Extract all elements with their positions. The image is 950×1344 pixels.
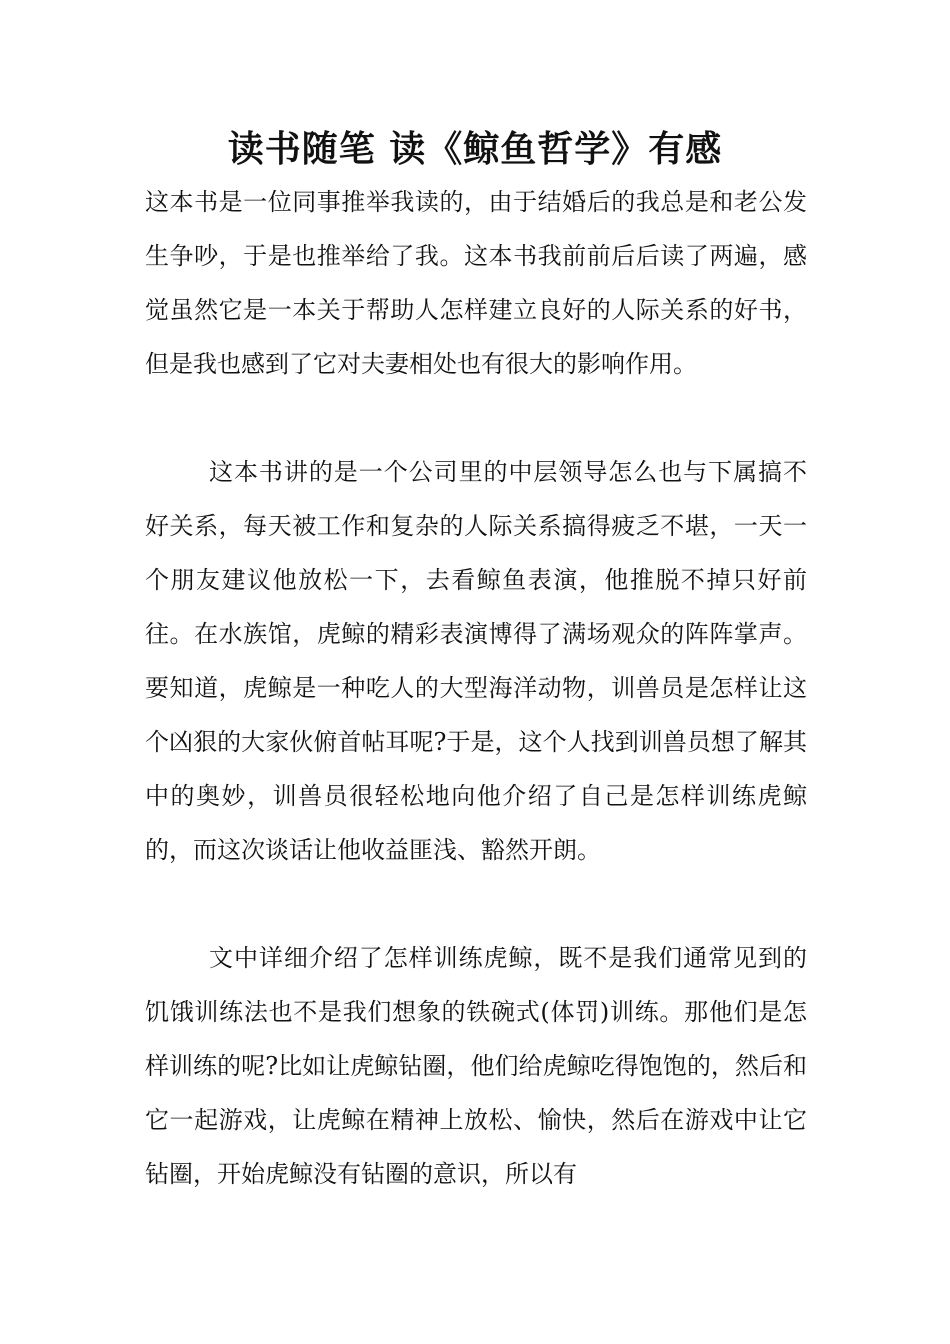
paragraph-3: 文中详细介绍了怎样训练虎鲸，既不是我们通常见到的饥饿训练法也不是我们想象的铁碗式(体罚)训练。那他们是怎样训练的呢?比如让虎鲸钻圈，他们给虎鲸吃得饱饱的，然后和它一起游戏，让虎鲸在精神上放松、愉快，然后在游戏中让它钻圈，开始虎鲸没有钻圈的意识，所以有 bbox=[145, 944, 807, 1188]
document-title: 读书随笔 读《鲸鱼哲学》有感 bbox=[227, 129, 723, 170]
paragraph-gap bbox=[145, 391, 807, 445]
paragraph-gap bbox=[145, 877, 807, 931]
paragraph-2: 这本书讲的是一个公司里的中层领导怎么也与下属搞不好关系，每天被工作和复杂的人际关系搞得疲乏不堪，一天一个朋友建议他放松一下，去看鲸鱼表演，他推脱不掉只好前往。在水族馆，虎鲸的精彩表演博得了满场观众的阵阵掌声。要知道，虎鲸是一种吃人的大型海洋动物，训兽员是怎样让这个凶狠的大家伙俯首帖耳呢?于是，这个人找到训兽员想了解其中的奥妙，训兽员很轻松地向他介绍了自己是怎样训练虎鲸的，而这次谈话让他收益匪浅、豁然开朗。 bbox=[145, 458, 807, 864]
document-body bbox=[145, 175, 807, 1201]
paragraph-1: 这本书是一位同事推举我读的，由于结婚后的我总是和老公发生争吵，于是也推举给了我。这本书我前前后后读了两遍，感觉虽然它是一本关于帮助人怎样建立良好的人际关系的好书，但是我也感到了它对夫妻相处也有很大的影响作用。 bbox=[145, 188, 807, 378]
